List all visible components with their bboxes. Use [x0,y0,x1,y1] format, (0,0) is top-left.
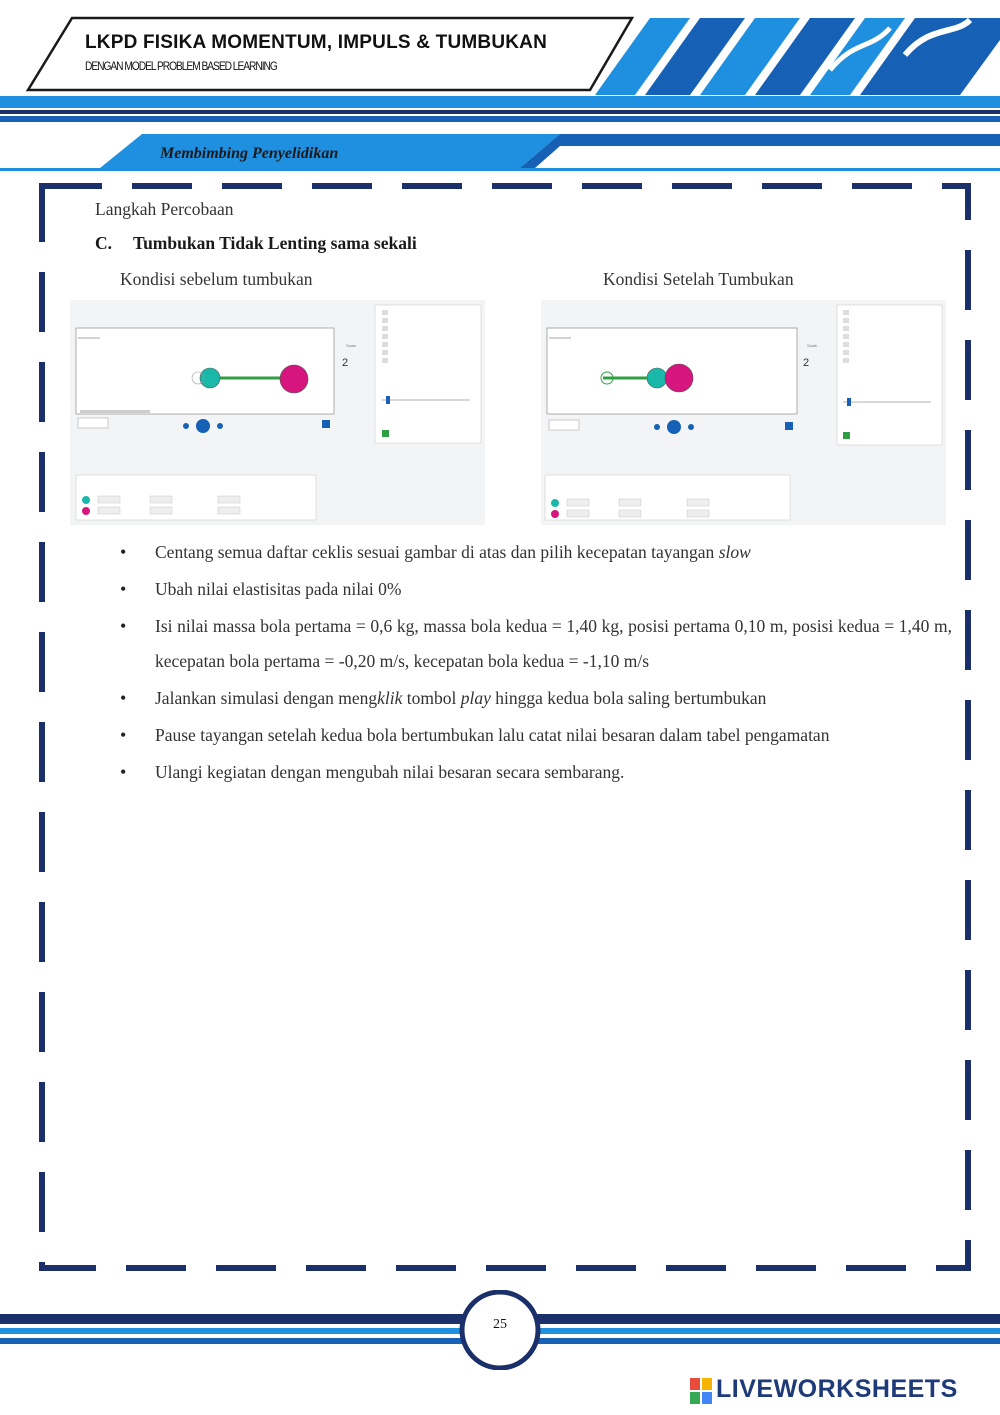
step-item: • Centang semua daftar ceklis sesuai gambar di atas dan pilih kecepatan tayangan slow [120,535,952,570]
ball-one-after [647,368,667,388]
document-subtitle: DENGAN MODEL PROBLEM BASED LEARNING [85,59,277,73]
simulation-after-image [541,300,946,525]
caption-before: Kondisi sebelum tumbukan [120,269,313,289]
heading-number: C. [95,233,113,253]
ball-one [200,368,220,388]
simulation-before-image [70,300,485,525]
step-item: • Ulangi kegiatan dengan mengubah nilai besaran secara sembarang. [120,755,952,790]
ball-two-after [665,364,693,392]
subsection-heading [95,233,417,254]
brand-text: LIVEWORKSHEETS [716,1375,958,1403]
step-item: • Isi nilai massa bola pertama = 0,6 kg, massa bola kedua = 1,40 kg, posisi pertama 0,10 m, posisi kedua = 1,40 m, kecepatan bola pertama = -0,20 m/s, kecepatan bola kedua = -1,10 m/s [120,609,952,679]
procedure-steps [120,535,952,792]
section-label: Membimbing Penyelidikan [160,145,339,162]
scale-value-before: 2 [342,357,349,369]
intro-text: Langkah Percobaan [95,199,234,219]
step-item: • Pause tayangan setelah kedua bola bertumbukan lalu catat nilai besaran dalam tabel pengamatan [120,718,952,753]
scale-label-before: Scale [346,343,357,348]
ball-two [280,365,308,393]
liveworksheets-logo-icon [690,1378,712,1404]
scale-label-after: Scale [807,343,818,348]
heading-text: Tumbukan Tidak Lenting sama sekali [133,233,417,253]
scale-value-after: 2 [803,357,810,369]
caption-after: Kondisi Setelah Tumbukan [603,269,794,289]
document-title: LKPD FISIKA MOMENTUM, IMPULS & TUMBUKAN [85,32,548,53]
step-item: • Jalankan simulasi dengan mengklik tombol play hingga kedua bola saling bertumbukan [120,681,952,716]
step-item: • Ubah nilai elastisitas pada nilai 0% [120,572,952,607]
page-number: 25 [493,1317,507,1332]
